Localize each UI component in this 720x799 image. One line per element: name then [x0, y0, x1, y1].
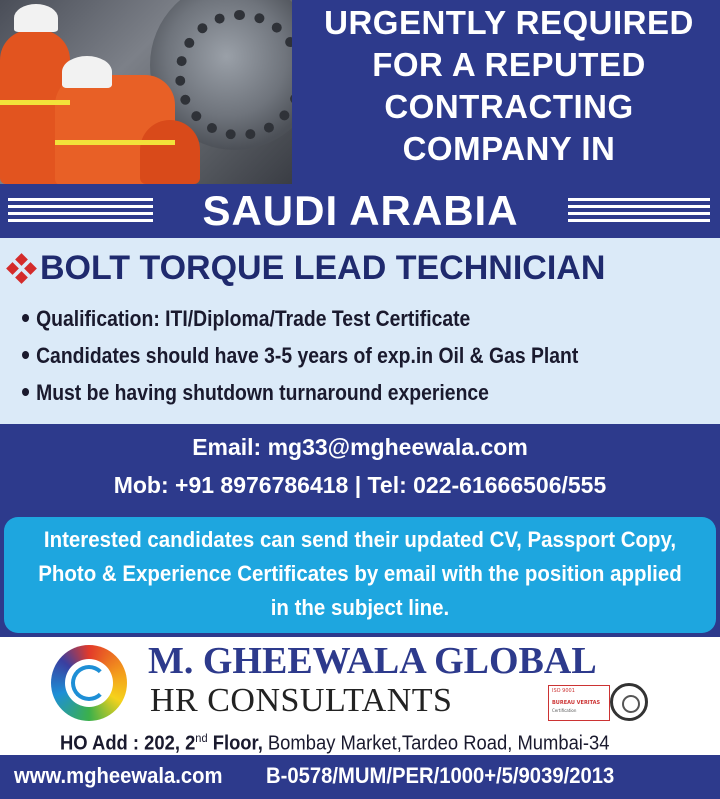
company-logo-icon	[51, 645, 127, 721]
job-title-text: BOLT TORQUE LEAD TECHNICIAN	[40, 249, 606, 287]
header-photo	[0, 0, 292, 184]
address-floor: Floor,	[207, 732, 263, 755]
bullet-icon	[22, 314, 29, 322]
contact-block	[0, 428, 720, 504]
headline-line: CONTRACTING	[384, 88, 634, 125]
company-name: M. GHEEWALA GLOBAL	[148, 640, 597, 682]
list-item	[22, 337, 578, 374]
list-item	[22, 300, 578, 337]
requirement-text: Candidates should have 3-5 years of exp.in Oil & Gas Plant	[36, 343, 579, 368]
headline-line: URGENTLY REQUIRED	[324, 4, 694, 41]
job-panel	[0, 238, 720, 424]
list-item	[22, 374, 578, 411]
requirement-text: Must be having shutdown turnaround experience	[36, 380, 489, 405]
requirements-list	[22, 300, 654, 411]
iso-badge	[548, 685, 610, 721]
website-link[interactable]: www.mgheewala.com	[14, 763, 223, 788]
job-title	[8, 248, 720, 288]
iso-label: ISO 9001	[552, 688, 575, 694]
bullet-icon	[22, 351, 29, 359]
decorative-lines	[8, 198, 153, 224]
diamond-bullet-icon	[8, 255, 34, 281]
decorative-lines	[568, 198, 710, 224]
email-line[interactable]: Email: mg33@mgheewala.com	[192, 434, 528, 460]
company-subtitle: HR CONSULTANTS	[150, 682, 453, 719]
headline-line: FOR A REPUTED	[372, 46, 646, 83]
country-title: SAUDI ARABIA	[202, 187, 519, 234]
certification-label: Certification	[552, 708, 577, 713]
footer	[0, 757, 720, 799]
notice-text: Interested candidates can send their updated CV, Passport Copy, Photo & Experience Certificates by email with the position applied in the subject line.	[38, 527, 682, 620]
country-banner	[0, 186, 720, 236]
seal-icon	[610, 683, 648, 721]
application-notice	[4, 517, 716, 633]
headline-line: COMPANY IN	[402, 130, 616, 167]
requirement-text: Qualification: ITI/Diploma/Trade Test Certificate	[36, 306, 471, 331]
company-block	[0, 637, 720, 755]
address-rest: Bombay Market,Tardeo Road, Mumbai-34	[262, 732, 610, 755]
bullet-icon	[22, 388, 29, 396]
headline	[298, 2, 720, 170]
address-prefix: HO Add : 202, 2	[60, 732, 196, 755]
address-sup: nd	[195, 731, 208, 745]
bureau-veritas-label: BUREAU VERITAS	[552, 700, 601, 706]
certification-badge	[548, 683, 656, 723]
office-address	[60, 725, 609, 757]
phone-line[interactable]: Mob: +91 8976786418 | Tel: 022-61666506/555	[113, 472, 607, 498]
license-number: B-0578/MUM/PER/1000+/5/9039/2013	[266, 763, 615, 788]
